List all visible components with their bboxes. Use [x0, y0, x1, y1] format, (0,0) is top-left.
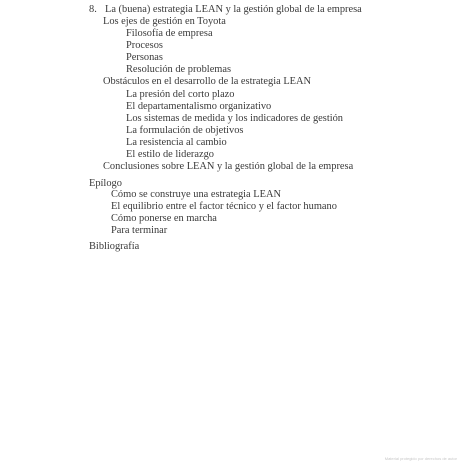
toc-item: El equilibrio entre el factor técnico y el factor humano	[111, 201, 337, 212]
toc-item: Personas	[126, 52, 163, 63]
chapter-title: La (buena) estrategia LEAN y la gestión global de la empresa	[105, 4, 362, 15]
toc-item: Cómo se construye una estrategia LEAN	[111, 189, 281, 200]
section-title: Los ejes de gestión en Toyota	[103, 16, 226, 27]
chapter-number: 8.	[89, 4, 97, 15]
toc-item: Resolución de problemas	[126, 64, 232, 75]
toc-item: Filosofía de empresa	[126, 28, 213, 39]
section-title: Conclusiones sobre LEAN y la gestión global de la empresa	[103, 161, 354, 172]
epilogue-heading: Epílogo	[89, 178, 122, 189]
toc-item: La presión del corto plazo	[126, 89, 235, 100]
toc-item: Para terminar	[111, 225, 168, 236]
toc-item: El departamentalismo organizativo	[126, 101, 272, 112]
section-title: Obstáculos en el desarrollo de la estrategia LEAN	[103, 76, 312, 87]
toc-item: Los sistemas de medida y los indicadores de gestión	[126, 113, 344, 124]
toc-item: El estilo de liderazgo	[126, 149, 215, 160]
chapter-8-heading	[89, 4, 362, 16]
toc-item: Cómo ponerse en marcha	[111, 213, 217, 224]
toc-item: La formulación de objetivos	[126, 125, 244, 136]
toc-item: Procesos	[126, 40, 163, 51]
copyright-watermark: Material protegido por derechos de autor	[384, 456, 457, 461]
toc-item: La resistencia al cambio	[126, 137, 227, 148]
bibliography-heading: Bibliografía	[89, 241, 140, 252]
